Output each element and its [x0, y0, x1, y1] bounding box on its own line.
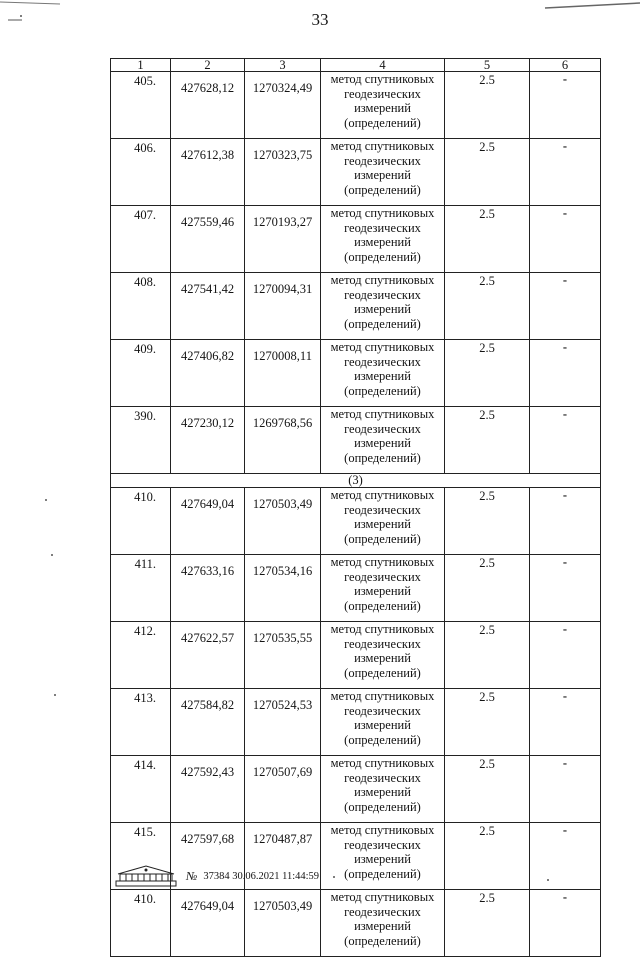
y-coordinate-cell: 1270503,49 — [245, 488, 321, 555]
note-cell: - — [530, 139, 601, 206]
y-coordinate-cell: 1270534,16 — [245, 555, 321, 622]
table-row — [111, 273, 601, 340]
method-cell — [321, 689, 445, 756]
y-coordinate-cell: 1270524,53 — [245, 689, 321, 756]
accuracy-cell: 2.5 — [445, 689, 530, 756]
method-cell — [321, 823, 445, 890]
note-cell: - — [530, 488, 601, 555]
accuracy-cell: 2.5 — [445, 555, 530, 622]
method-line: (определений) — [344, 450, 421, 465]
method-line: (определений) — [344, 182, 421, 197]
x-coordinate-cell: 427649,04 — [171, 890, 245, 957]
method-line: измерений — [354, 919, 411, 933]
note-cell: - — [530, 756, 601, 823]
table-row — [111, 139, 601, 206]
method-line: измерений — [354, 785, 411, 799]
accuracy-cell: 2.5 — [445, 273, 530, 340]
x-coordinate-cell: 427622,57 — [171, 622, 245, 689]
accuracy-cell: 2.5 — [445, 890, 530, 957]
coordinates-table-body — [111, 59, 601, 957]
x-coordinate-cell: 427559,46 — [171, 206, 245, 273]
point-number-cell: 412. — [111, 622, 171, 689]
method-line: геодезических — [344, 636, 421, 651]
note-cell: - — [530, 555, 601, 622]
x-coordinate-cell: 427612,38 — [171, 139, 245, 206]
method-line: геодезических — [344, 153, 421, 168]
method-line: метод спутниковых — [330, 273, 435, 287]
x-coordinate-cell: 427649,04 — [171, 488, 245, 555]
page-number: 33 — [311, 10, 329, 29]
method-line: измерений — [354, 302, 411, 316]
method-line: геодезических — [344, 354, 421, 369]
method-line: (определений) — [344, 933, 421, 948]
method-line: метод спутниковых — [330, 756, 435, 770]
x-coordinate-cell: 427597,68 — [171, 823, 245, 890]
method-cell — [321, 139, 445, 206]
table-row — [111, 72, 601, 139]
method-cell — [321, 340, 445, 407]
method-line: метод спутниковых — [330, 340, 435, 354]
method-line: геодезических — [344, 703, 421, 718]
section-row — [111, 474, 601, 488]
government-building-icon — [114, 864, 178, 888]
table-row — [111, 756, 601, 823]
method-line: геодезических — [344, 904, 421, 919]
note-cell: - — [530, 273, 601, 340]
table-row — [111, 206, 601, 273]
method-line: (определений) — [344, 316, 421, 331]
note-cell: - — [530, 407, 601, 474]
y-coordinate-cell: 1269768,56 — [245, 407, 321, 474]
point-number-cell: 410. — [111, 890, 171, 957]
note-cell: - — [530, 689, 601, 756]
method-line: геодезических — [344, 502, 421, 517]
note-cell: - — [530, 206, 601, 273]
x-coordinate-cell: 427230,12 — [171, 407, 245, 474]
point-number-cell: 408. — [111, 273, 171, 340]
accuracy-cell: 2.5 — [445, 72, 530, 139]
method-line: измерений — [354, 584, 411, 598]
method-line: метод спутниковых — [330, 890, 435, 904]
method-line: метод спутниковых — [330, 488, 435, 502]
method-line: метод спутниковых — [330, 622, 435, 636]
note-cell: - — [530, 823, 601, 890]
method-cell — [321, 72, 445, 139]
point-number-cell: 407. — [111, 206, 171, 273]
table-row — [111, 890, 601, 957]
accuracy-cell: 2.5 — [445, 139, 530, 206]
method-line: (определений) — [344, 799, 421, 814]
registration-stamp: 37384 30.06.2021 11:44:59 — [203, 870, 320, 882]
accuracy-cell: 2.5 — [445, 206, 530, 273]
table-row — [111, 488, 601, 555]
y-coordinate-cell: 1270008,11 — [245, 340, 321, 407]
coordinates-table — [110, 58, 601, 957]
x-coordinate-cell: 427633,16 — [171, 555, 245, 622]
method-line: геодезических — [344, 86, 421, 101]
header-cell: 1 — [111, 59, 171, 72]
x-coordinate-cell: 427592,43 — [171, 756, 245, 823]
method-line: геодезических — [344, 770, 421, 785]
method-cell — [321, 756, 445, 823]
accuracy-cell: 2.5 — [445, 340, 530, 407]
method-line: метод спутниковых — [330, 139, 435, 153]
table-row — [111, 689, 601, 756]
method-line: (определений) — [344, 732, 421, 747]
method-cell — [321, 407, 445, 474]
table-row — [111, 622, 601, 689]
note-cell: - — [530, 890, 601, 957]
method-cell — [321, 555, 445, 622]
method-cell — [321, 488, 445, 555]
method-line: измерений — [354, 369, 411, 383]
note-cell: - — [530, 72, 601, 139]
method-line: геодезических — [344, 837, 421, 852]
point-number-cell: 409. — [111, 340, 171, 407]
x-coordinate-cell: 427584,82 — [171, 689, 245, 756]
x-coordinate-cell: 427541,42 — [171, 273, 245, 340]
header-cell: 6 — [530, 59, 601, 72]
method-line: измерений — [354, 718, 411, 732]
document-footer — [114, 864, 319, 888]
y-coordinate-cell: 1270094,31 — [245, 273, 321, 340]
y-coordinate-cell: 1270193,27 — [245, 206, 321, 273]
table-row — [111, 340, 601, 407]
method-line: (определений) — [344, 598, 421, 613]
y-coordinate-cell: 1270503,49 — [245, 890, 321, 957]
method-line: (определений) — [344, 115, 421, 130]
header-cell: 2 — [171, 59, 245, 72]
x-coordinate-cell: 427406,82 — [171, 340, 245, 407]
method-cell — [321, 206, 445, 273]
accuracy-cell: 2.5 — [445, 622, 530, 689]
accuracy-cell: 2.5 — [445, 823, 530, 890]
method-line: метод спутниковых — [330, 555, 435, 569]
method-line: измерений — [354, 651, 411, 665]
y-coordinate-cell: 1270487,87 — [245, 823, 321, 890]
method-line: измерений — [354, 101, 411, 115]
accuracy-cell: 2.5 — [445, 488, 530, 555]
table-header-row — [111, 59, 601, 72]
method-cell — [321, 622, 445, 689]
method-line: (определений) — [344, 249, 421, 264]
accuracy-cell: 2.5 — [445, 756, 530, 823]
method-line: метод спутниковых — [330, 823, 435, 837]
method-line: метод спутниковых — [330, 206, 435, 220]
point-number-cell: 410. — [111, 488, 171, 555]
method-line: измерений — [354, 235, 411, 249]
method-line: метод спутниковых — [330, 407, 435, 421]
method-line: измерений — [354, 436, 411, 450]
y-coordinate-cell: 1270323,75 — [245, 139, 321, 206]
point-number-cell: 414. — [111, 756, 171, 823]
method-line: измерений — [354, 517, 411, 531]
note-cell: - — [530, 622, 601, 689]
method-line: геодезических — [344, 220, 421, 235]
point-number-cell: 405. — [111, 72, 171, 139]
method-line: геодезических — [344, 287, 421, 302]
point-number-cell: 415. — [111, 823, 171, 890]
point-number-cell: 411. — [111, 555, 171, 622]
header-cell: 3 — [245, 59, 321, 72]
x-coordinate-cell: 427628,12 — [171, 72, 245, 139]
point-number-cell: 406. — [111, 139, 171, 206]
point-number-cell: 413. — [111, 689, 171, 756]
y-coordinate-cell: 1270324,49 — [245, 72, 321, 139]
document-number-sign: № — [186, 868, 198, 883]
accuracy-cell: 2.5 — [445, 407, 530, 474]
method-line: (определений) — [344, 531, 421, 546]
header-cell: 4 — [321, 59, 445, 72]
method-line: геодезических — [344, 421, 421, 436]
y-coordinate-cell: 1270507,69 — [245, 756, 321, 823]
method-line: (определений) — [344, 383, 421, 398]
y-coordinate-cell: 1270535,55 — [245, 622, 321, 689]
header-cell: 5 — [445, 59, 530, 72]
method-line: метод спутниковых — [330, 689, 435, 703]
method-line: метод спутниковых — [330, 72, 435, 86]
method-line: измерений — [354, 852, 411, 866]
table-row — [111, 407, 601, 474]
point-number-cell: 390. — [111, 407, 171, 474]
method-cell — [321, 273, 445, 340]
section-label: (3) — [111, 474, 601, 488]
method-line: (определений) — [344, 866, 421, 881]
method-line: измерений — [354, 168, 411, 182]
method-line: (определений) — [344, 665, 421, 680]
method-line: геодезических — [344, 569, 421, 584]
method-cell — [321, 890, 445, 957]
table-row — [111, 555, 601, 622]
note-cell: - — [530, 340, 601, 407]
